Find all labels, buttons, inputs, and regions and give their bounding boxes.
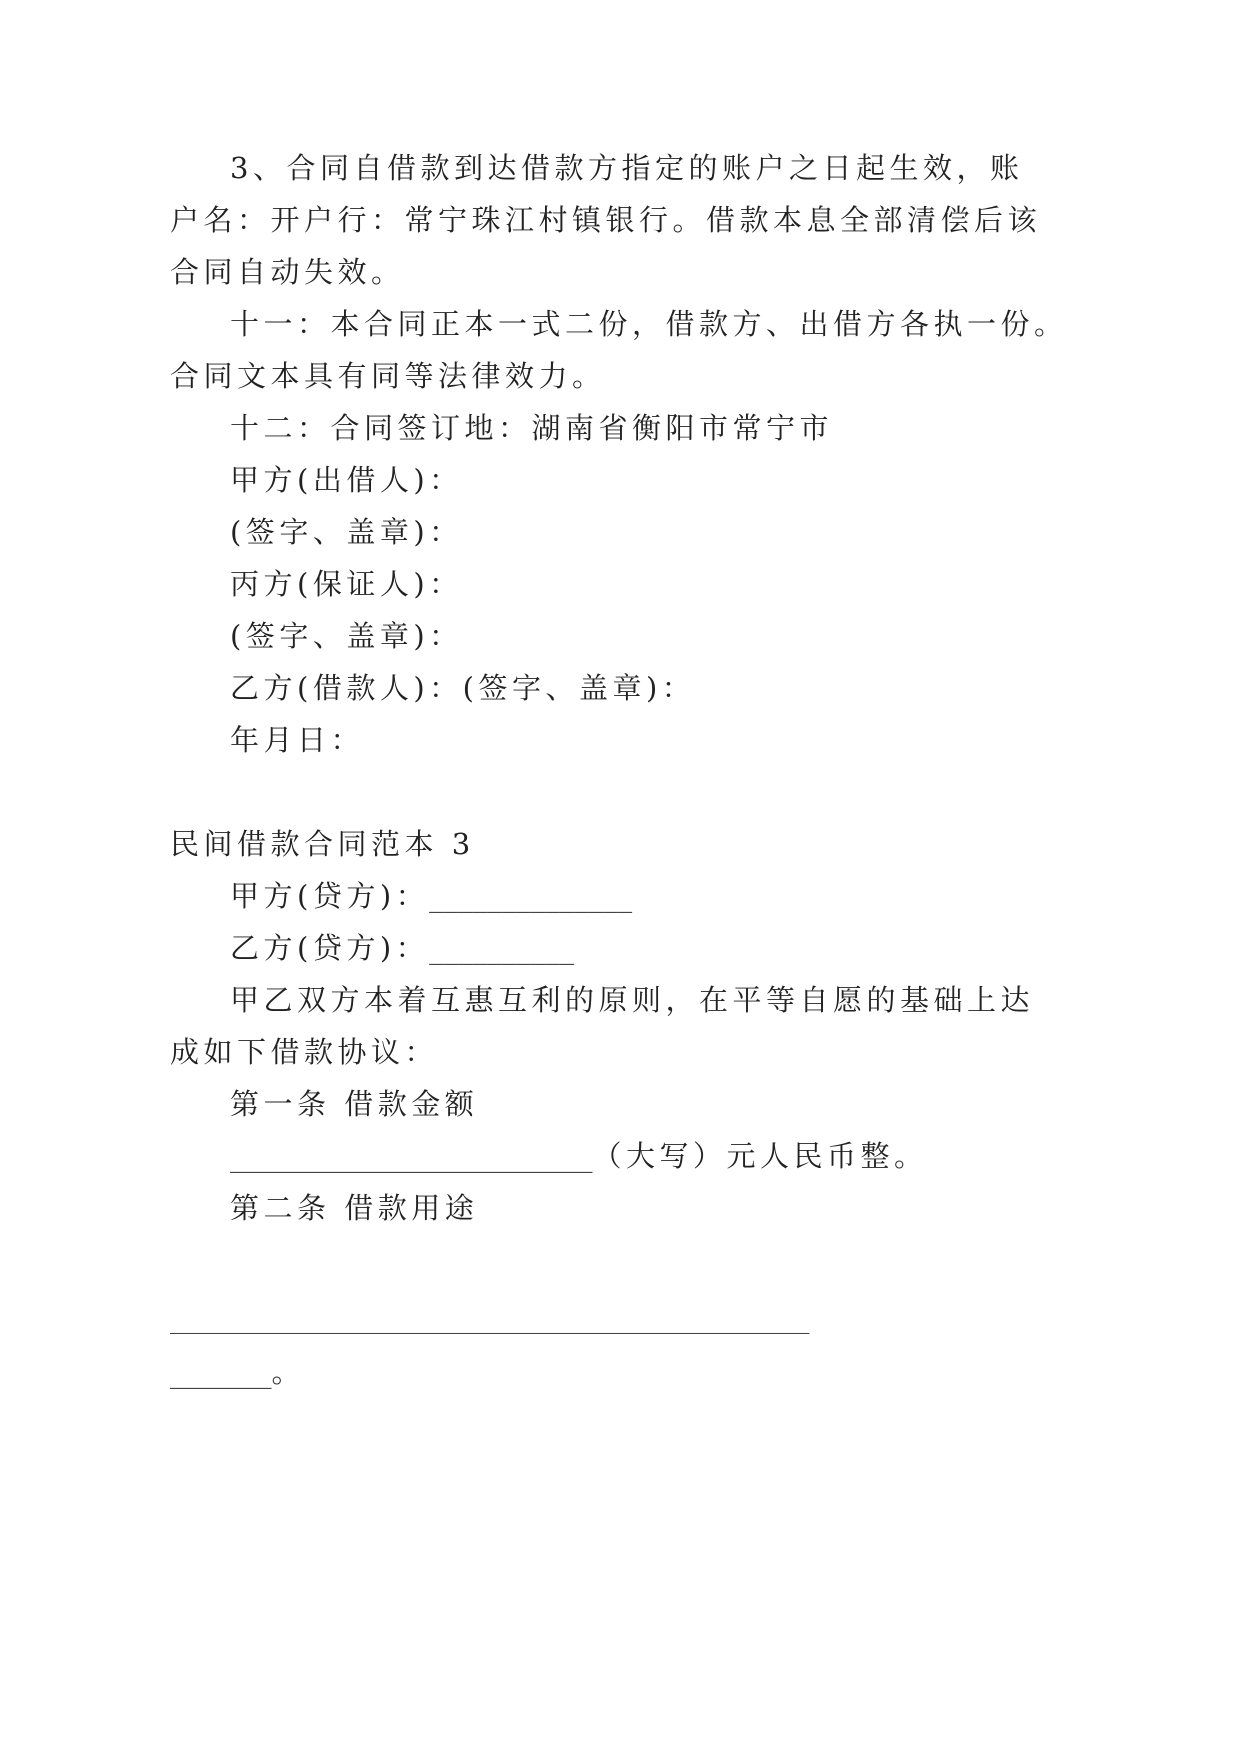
article-2-title: 第二条 借款用途 [230,1191,479,1225]
clause-3-line-3: 合同自动失效。 [170,255,405,289]
clause-3-line-1: 3、合同自借款到达借款方指定的账户之日起生效，账 [230,151,1024,185]
article-2-blank-end: _______ [170,1355,272,1389]
preamble-line-2: 成如下借款协议： [170,1035,439,1069]
party-a-row [230,876,632,916]
preamble-line-1: 甲乙双方本着互惠互利的原则，在平等自愿的基础上达 [230,983,1035,1017]
article-2-blank-end-row [170,1352,305,1392]
template-3-title: 民间借款合同范本 3 [170,827,475,861]
guarantor-label: 丙方(保证人)： [230,567,463,601]
article-1-title: 第一条 借款金额 [230,1087,479,1121]
article-2-end-mark: 。 [271,1355,306,1389]
article-2-blank-line: _______________________________________________________ [170,1305,809,1335]
clause-11-line-2: 合同文本具有同等法律效力。 [170,359,606,393]
party-b-label: 乙方(贷方)： [230,931,430,965]
party-b-row [230,928,574,968]
clause-11-line-1: 十一：本合同正本一式二份，借款方、出借方各执一份。 [230,307,1068,341]
date-label: 年月日： [230,723,365,757]
clause-3-line-2: 户名：开户行：常宁珠江村镇银行。借款本息全部清偿后该 [170,203,1042,237]
party-b-blank: __________ [429,931,575,965]
article-1-amount-blank: _________________________ [230,1139,593,1173]
party-a-blank: ______________ [429,879,633,913]
lender-label: 甲方(出借人)： [230,463,463,497]
guarantor-signature-label: (签字、盖章)： [230,619,463,653]
lender-signature-label: (签字、盖章)： [230,515,463,549]
party-a-label: 甲方(贷方)： [230,879,430,913]
article-1-amount-text: （大写）元人民币整。 [592,1139,928,1173]
borrower-label: 乙方(借款人)：(签字、盖章)： [230,671,696,705]
article-1-amount-row [230,1136,928,1176]
clause-12: 十二：合同签订地：湖南省衡阳市常宁市 [230,411,834,445]
